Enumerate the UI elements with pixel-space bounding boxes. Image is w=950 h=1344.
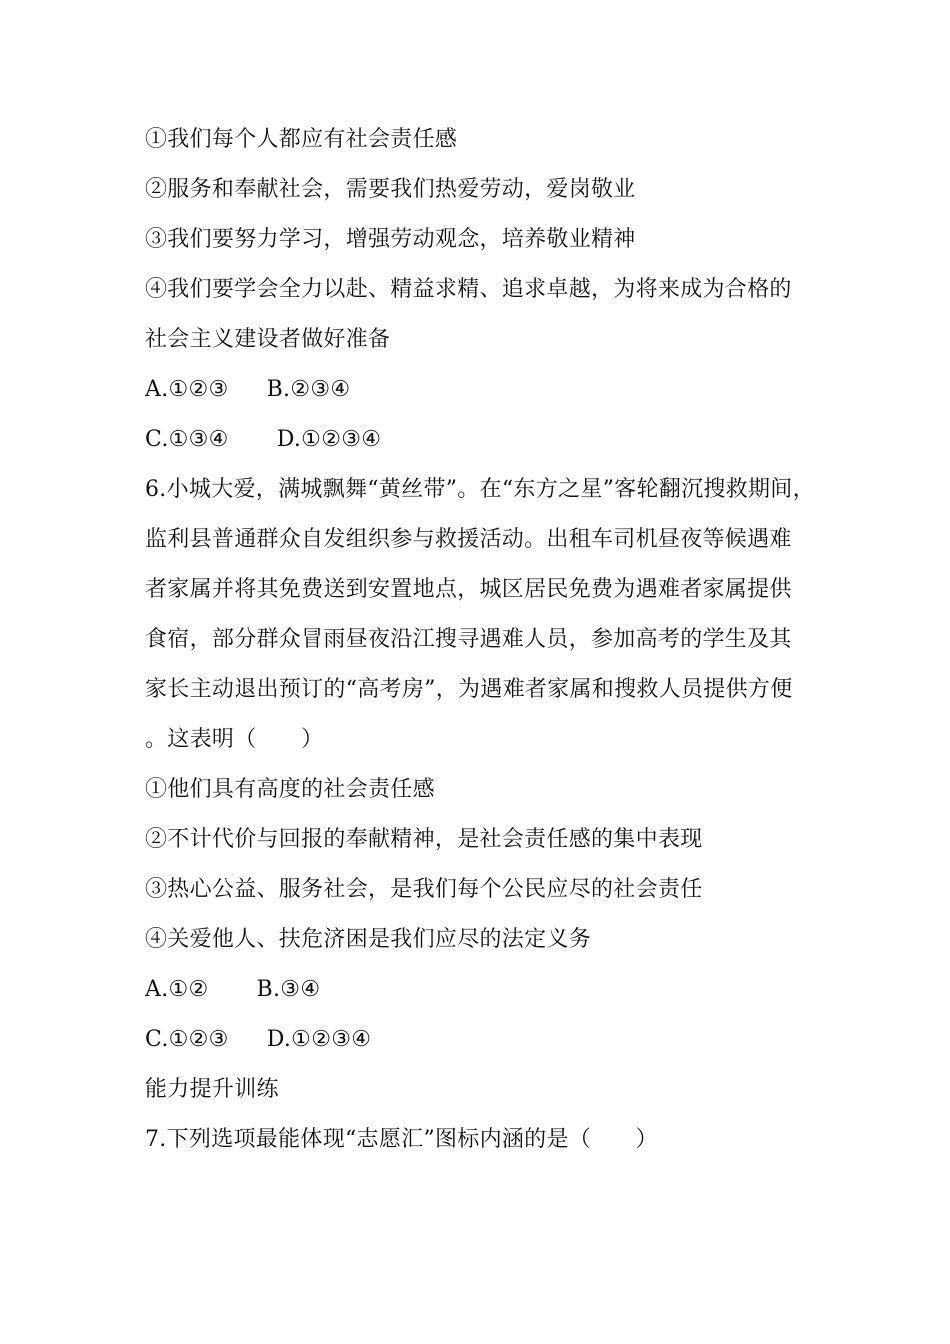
q6-statement-2: ②不计代价与回报的奉献精神，是社会责任感的集中表现 — [145, 827, 703, 852]
q6-stem-line-1: 6.小城大爱，满城飘舞“黄丝带”。在“东方之星”客轮翻沉搜救期间， — [145, 477, 815, 502]
q5-option-c: C.①③④ — [145, 427, 229, 452]
q5-statement-1: ①我们每个人都应有社会责任感 — [145, 127, 458, 152]
q5-statement-2: ②服务和奉献社会，需要我们热爱劳动，爱岗敬业 — [145, 177, 636, 202]
q6-stem-line-3: 者家属并将其免费送到安置地点，城区居民免费为遇难者家属提供 — [145, 577, 792, 602]
q5-options-row-2 — [145, 425, 835, 455]
q5-options-row-1 — [145, 375, 835, 405]
q5-option-a: A.①②③ — [145, 377, 229, 402]
q6-options-row-1 — [145, 975, 835, 1005]
q6-stem-line-4: 食宿，部分群众冒雨昼夜沿江搜寻遇难人员，参加高考的学生及其 — [145, 627, 792, 652]
q6-option-b: B.③④ — [256, 977, 321, 1002]
q6-stem-line-2: 监利县普通群众自发组织参与救援活动。出租车司机昼夜等候遇难 — [145, 527, 792, 552]
section-title: 能力提升训练 — [145, 1077, 279, 1102]
q6-stem-line-6: 。这表明（ ） — [145, 727, 324, 752]
q6-statement-1: ①他们具有高度的社会责任感 — [145, 777, 435, 802]
q5-option-d: D.①②③④ — [276, 427, 382, 452]
q5-option-b: B.②③④ — [266, 377, 351, 402]
q5-statement-3: ③我们要努力学习，增强劳动观念，培养敬业精神 — [145, 227, 636, 252]
q6-option-a: A.①② — [145, 977, 209, 1002]
q7-stem: 7.下列选项最能体现“志愿汇”图标内涵的是（ ） — [145, 1127, 658, 1152]
q6-statement-4: ④关爱他人、扶危济困是我们应尽的法定义务 — [145, 927, 592, 952]
q6-option-d: D.①②③④ — [266, 1027, 372, 1052]
q5-statement-4: ④我们要学会全力以赴、精益求精、追求卓越，为将来成为合格的 — [145, 277, 792, 302]
q6-stem-line-5: 家长主动退出预订的“高考房”，为遇难者家属和搜救人员提供方便 — [145, 677, 793, 702]
q6-statement-3: ③热心公益、服务社会，是我们每个公民应尽的社会责任 — [145, 877, 703, 902]
q6-options-row-2 — [145, 1025, 835, 1055]
q5-statement-4-continued: 社会主义建设者做好准备 — [145, 327, 391, 352]
q6-option-c: C.①②③ — [145, 1027, 229, 1052]
